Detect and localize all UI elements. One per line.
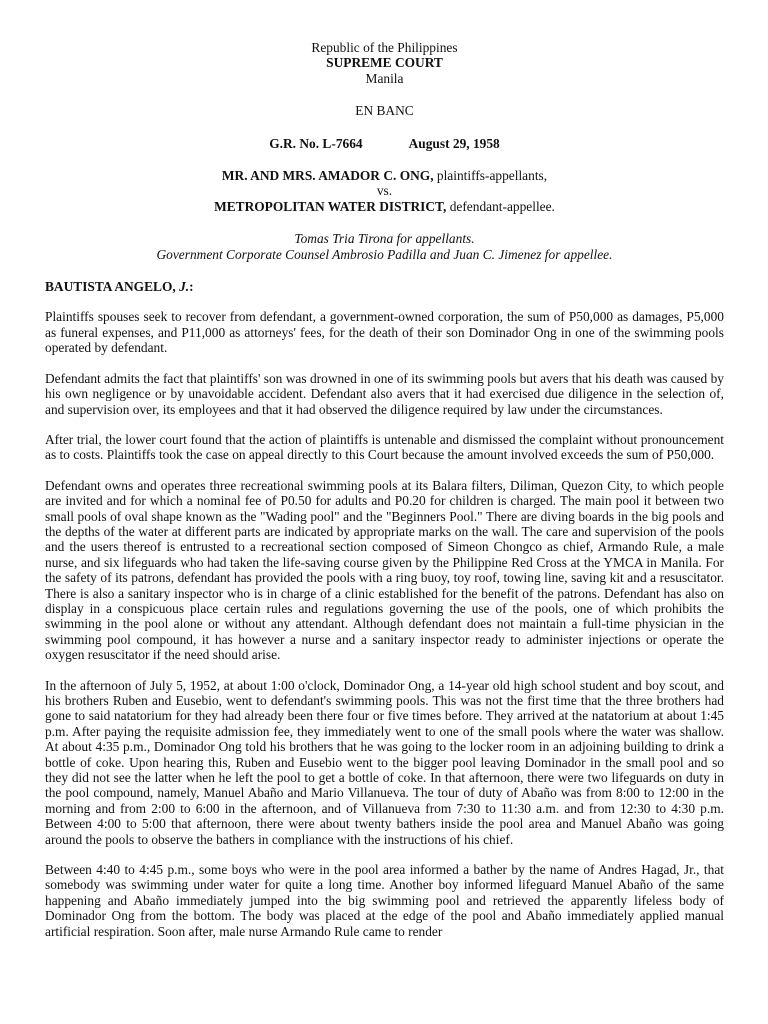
- paragraph-5: In the afternoon of July 5, 1952, at about 1:00 o'clock, Dominador Ong, a 14-year old high school student and boy scout, and his brothers Ruben and Eusebio, went to defendant's swimming pools. This was not the first time that the three brothers had gone to said natatorium for they had already been there four or five times before. They arrived at the natatorium at about 1:45 p.m. After paying the requisite admission fee, they immediately went to one of the small pools where the water was shallow. At about 4:35 p.m., Dominador Ong told his brothers that he was going to the locker room in an adjoining building to drink a bottle of coke. Upon hearing this, Ruben and Eusebio went to the bigger pool leaving Dominador in the small pool and so they did not see the latter when he left the pool to get a bottle of coke. In that afternoon, there were two lifeguards on duty in the pool compound, namely, Manuel Abaño and Mario Villanueva. The tour of duty of Abaño was from 8:00 to 12:00 in the morning and from 2:00 to 6:00 in the afternoon, and of Villanueva from 7:30 to 11:30 a.m. and from 12:30 to 4:30 p.m. Between 4:00 to 5:00 that afternoon, there were about twenty bathers inside the pool area and Manuel Abaño was going around the pools to observe the bathers in compliance with the instructions of his chief.: [45, 677, 724, 847]
- republic-line: Republic of the Philippines: [311, 40, 458, 55]
- decision-date: August 29, 1958: [408, 135, 500, 151]
- ponente-suffix: :: [189, 279, 194, 295]
- defendant-role: defendant-appellee.: [446, 198, 555, 214]
- ponente-name: BAUTISTA ANGELO,: [45, 279, 180, 295]
- paragraph-4: Defendant owns and operates three recreational swimming pools at its Balara filters, Diliman, Quezon City, to which people are invited and for which a nominal fee of P0.50 for adults and P0.20 for children is charged. The main pool it between two small pools of oval shape known as the "Wading pool" and the "Beginners Pool." There are diving boards in the big pools and the depths of the water at different parts are indicated by appropriate marks on the wall. The care and supervision of the pools and the users thereof is entrusted to a recreational section composed of Simeon Chongco as chief, Armando Rule, a male nurse, and six lifeguards who had taken the life-saving course given by the Philippine Red Cross at the YMCA in Manila. For the safety of its patrons, defendant has provided the pools with a ring buoy, toy roof, towing line, saving kit and a resuscitator. There is also a sanitary inspector who is in charge of a clinic established for the benefit of the patrons. Defendant has also on display in a conspicuous place certain rules and regulations governing the use of the pools, one of which prohibits the swimming in the pool alone or without any attendant. Although defendant does not maintain a full-time physician in the swimming pool compound, it has however a nurse and a sanitary inspector ready to administer injections or operate the oxygen resuscitator if the need should arise.: [45, 477, 724, 663]
- court-division: EN BANC: [355, 103, 414, 119]
- ponente-title: J.: [179, 279, 190, 295]
- defendant-name: METROPOLITAN WATER DISTRICT,: [214, 198, 447, 214]
- gr-number: G.R. No. L-7664: [269, 135, 363, 151]
- plaintiffs-line: [45, 168, 724, 183]
- paragraph-6: Between 4:40 to 4:45 p.m., some boys who were in the pool area informed a bather by the name of Andres Hagad, Jr., that somebody was swimming under water for quite a long time. Another boy informed lifeguard Manuel Abaño of the same happening and Abaño immediately jumped into the big swimming pool and retrieved the apparently lifeless body of Dominador Ong from the bottom. The body was placed at the edge of the pool and Abaño immediately applied manual artificial respiration. Soon after, male nurse Armando Rule came to render: [45, 862, 724, 939]
- court-name: SUPREME COURT: [326, 55, 443, 71]
- court-city: Manila: [365, 70, 404, 86]
- counsel-appellants: Tomas Tria Tirona for appellants.: [294, 231, 475, 247]
- paragraph-3: After trial, the lower court found that the action of plaintiffs is untenable and dismissed the complaint without pronouncement as to costs. Plaintiffs took the case on appeal directly to this Court because the amount involved exceeds the sum of P50,000.: [45, 431, 724, 463]
- paragraph-2: Defendant admits the fact that plaintiffs' son was drowned in one of its swimming pools but avers that his death was caused by his own negligence or by unavoidable accident. Defendant also avers that it had exercised due diligence in the selection of, and supervision over, its employees and that it had observed the diligence required by law under the circumstances.: [45, 370, 724, 417]
- plaintiffs-name: MR. AND MRS. AMADOR C. ONG,: [221, 168, 434, 184]
- case-number-line: [45, 136, 724, 151]
- defendant-line: [45, 199, 724, 214]
- plaintiffs-role: plaintiffs-appellants,: [433, 168, 548, 184]
- versus: vs.: [376, 183, 393, 199]
- paragraph-1: Plaintiffs spouses seek to recover from defendant, a government-owned corporation, the sum of P50,000 as damages, P5,000 as funeral expenses, and P11,000 as attorneys' fees, for the death of their son Dominador Ong in one of the swimming pools operated by defendant.: [45, 309, 724, 356]
- ponente-heading: [45, 279, 724, 294]
- counsel-appellee: Government Corporate Counsel Ambrosio Padilla and Juan C. Jimenez for appellee.: [156, 246, 613, 262]
